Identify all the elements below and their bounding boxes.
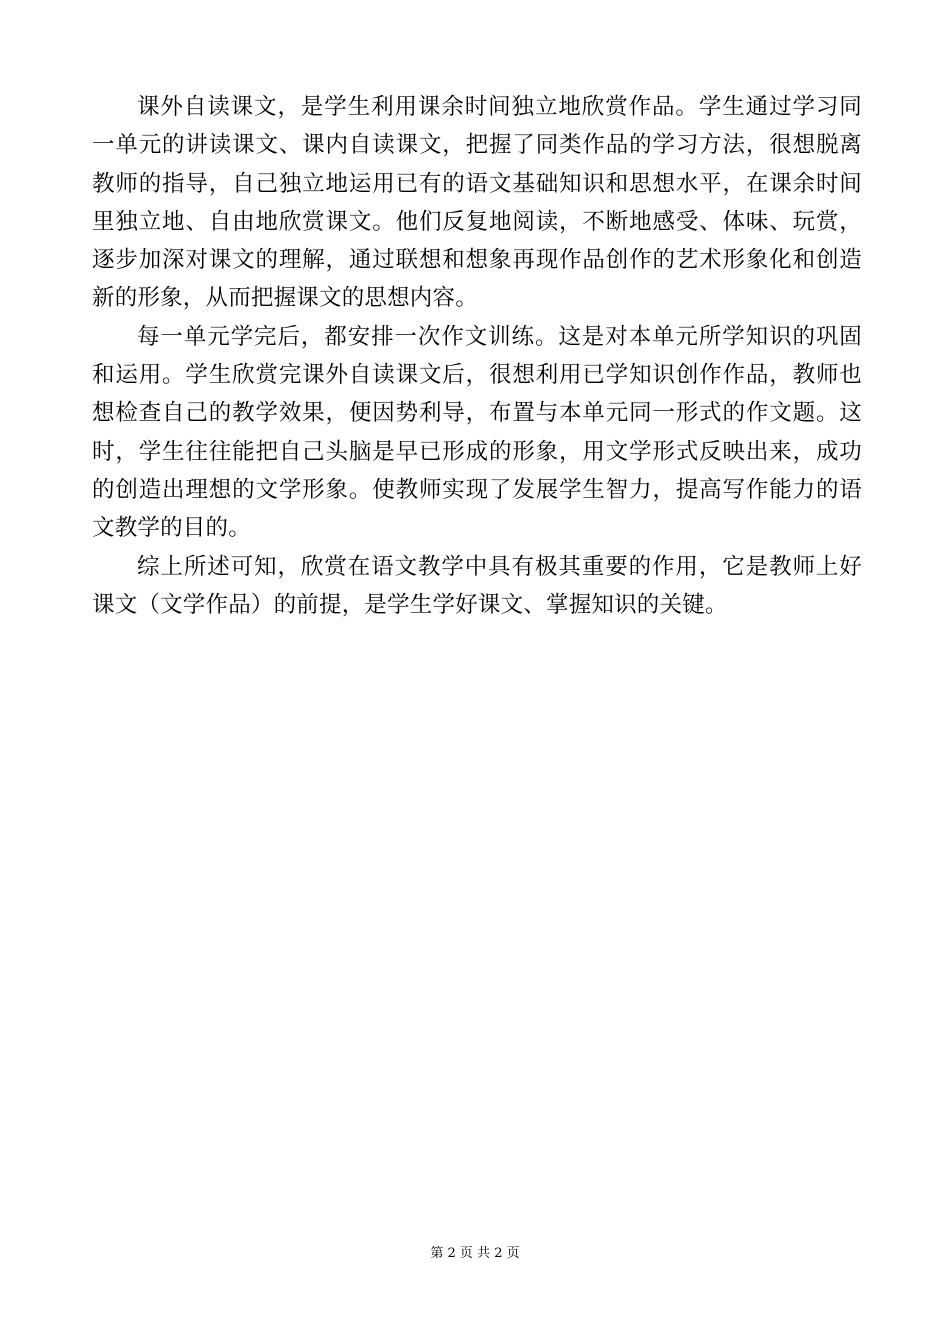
paragraph-1: 课外自读课文，是学生利用课余时间独立地欣赏作品。学生通过学习同一单元的讲读课文、课内自读课文，把握了同类作品的学习方法，很想脱离教师的指导，自己独立地运用已有的语文基础知识和思想水平，在课余时间里独立地、自由地欣赏课文。他们反复地阅读，不断地感受、体味、玩赏，逐步加深对课文的理解，通过联想和想象再现作品创作的艺术形象化和创造新的形象，从而把握课文的思想内容。 (92, 94, 862, 312)
page-number-footer: 第 2 页 共 2 页 (430, 1246, 520, 1261)
document-body (92, 88, 862, 624)
paragraph-2: 每一单元学完后，都安排一次作文训练。这是对本单元所学知识的巩固和运用。学生欣赏完课外自读课文后，很想利用已学知识创作作品，教师也想检查自己的教学效果，便因势利导，布置与本单元同一形式的作文题。这时，学生往往能把自己头脑是早已形成的形象，用文学形式反映出来，成功的创造出理想的文学形象。使教师实现了发展学生智力，提高写作能力的语文教学的目的。 (92, 323, 862, 542)
paragraph-3: 综上所述可知，欣赏在语文教学中具有极其重要的作用，它是教师上好课文（文学作品）的前提，是学生学好课文、掌握知识的关键。 (92, 553, 862, 618)
